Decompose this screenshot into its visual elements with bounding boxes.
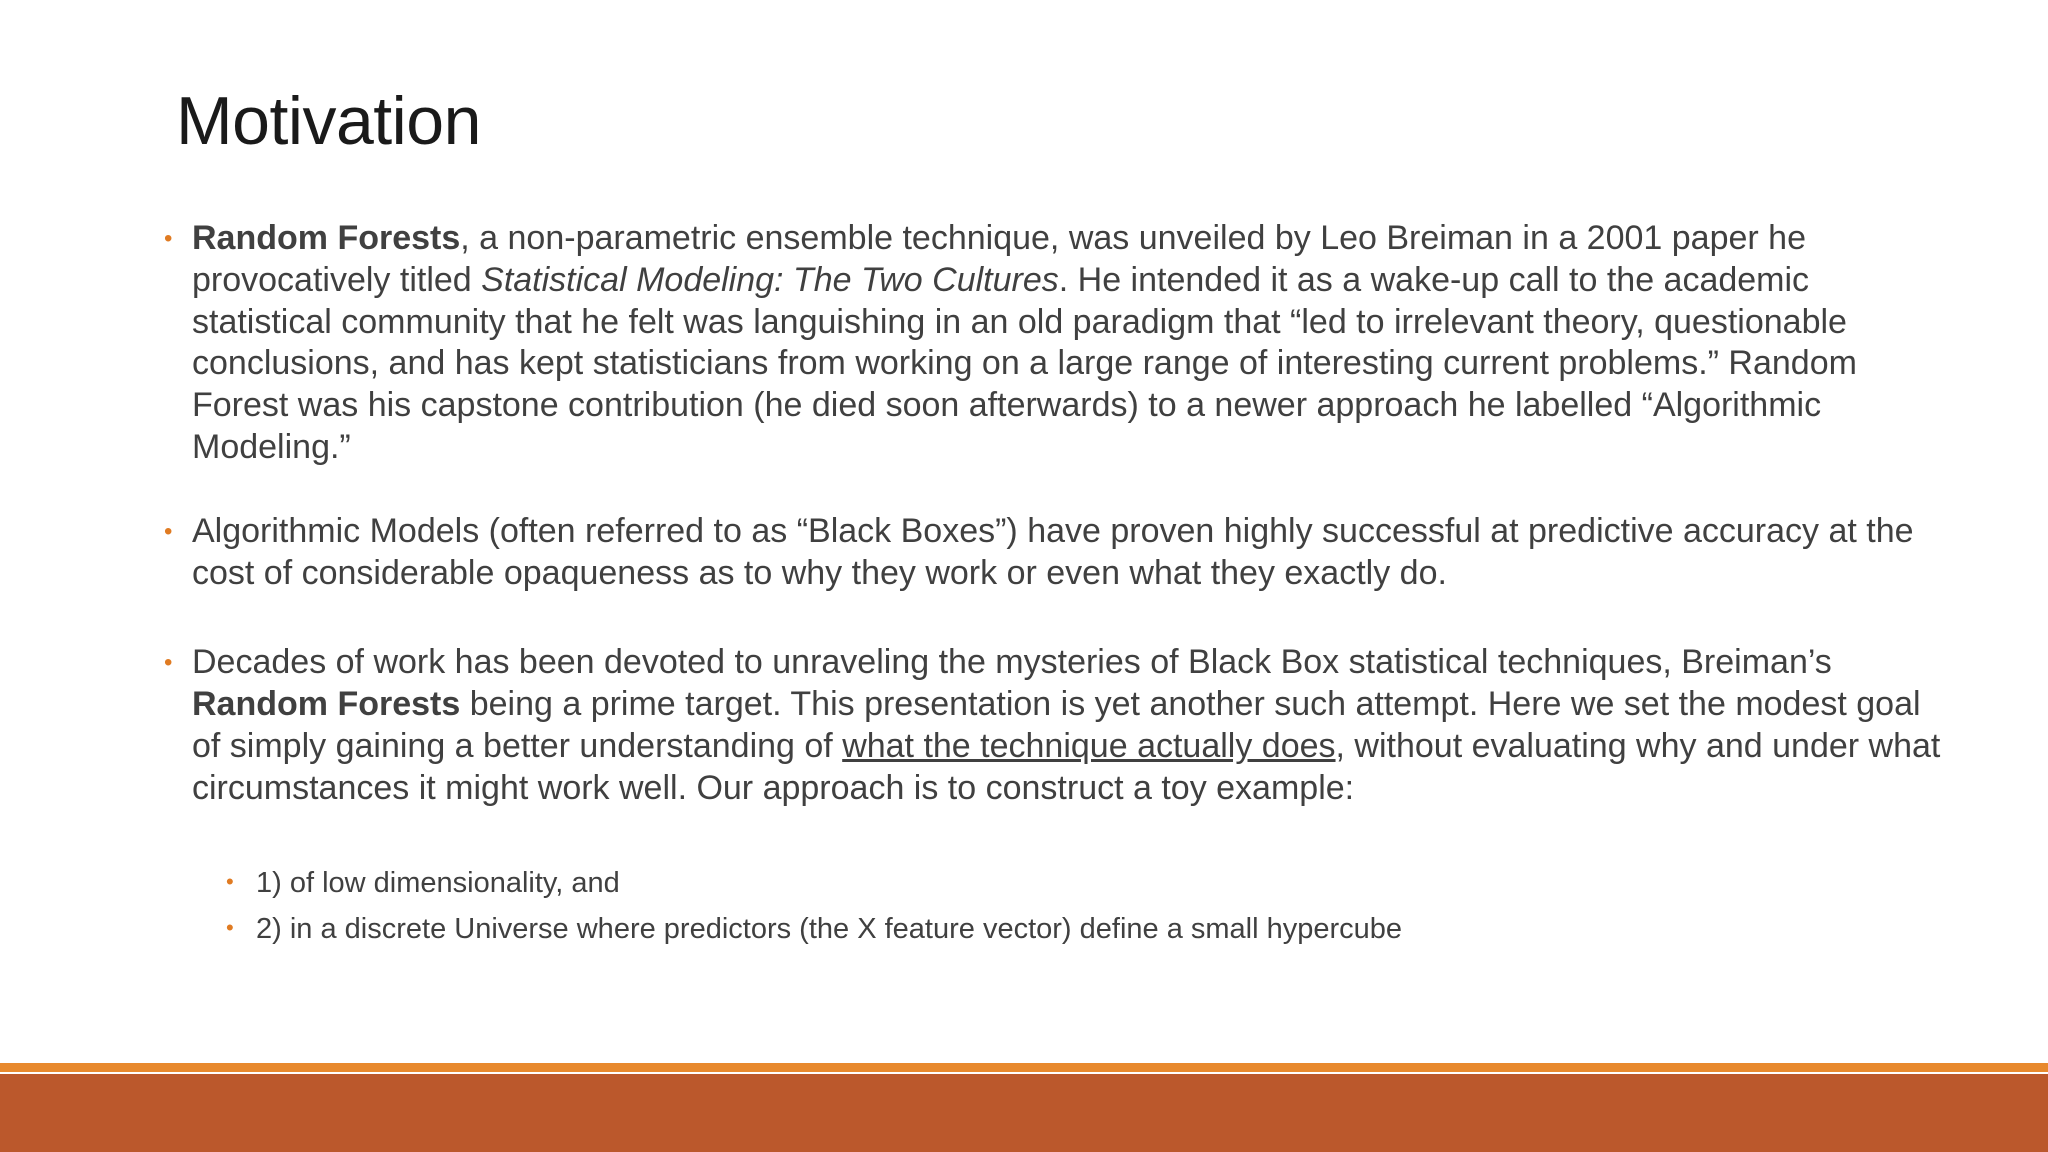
slide-body xyxy=(160,218,1950,952)
footer-bar xyxy=(0,1074,2048,1152)
sub-bullet-low-dimensionality xyxy=(220,860,1950,906)
sub-bullet-discrete-universe xyxy=(220,906,1950,952)
bullet-text: being a prime target. This presentation is yet another such attempt. Here we set the modest goal of simply gaining a better understanding of xyxy=(192,685,1921,765)
bullet-text: , a non-parametric ensemble technique, was unveiled by Leo Breiman in a 2001 paper he provocatively titled xyxy=(192,219,1806,299)
sub-bullet-text: 1) of low dimensionality, and xyxy=(256,866,620,899)
bullet-dot-icon: • xyxy=(226,914,234,940)
bullet-dot-icon: • xyxy=(164,649,173,677)
bullet-decades-of-work xyxy=(160,642,1950,809)
bullet-random-forests xyxy=(160,218,1950,469)
bullet-text: . He intended it as a wake-up call to the academic statistical community that he felt was languishing in an old paradigm that “led to irrelevant theory, questionable conclusions, and has kept statisticians from working on a large range of interesting current problems.” Random Forest was his capstone contribution (he died soon afterwards) to a newer approach he labelled “Algorithmic Modeling.” xyxy=(192,260,1857,466)
bold-text: Random Forests xyxy=(192,219,461,257)
bullet-algorithmic-models xyxy=(160,511,1950,595)
footer-accent-line xyxy=(0,1063,2048,1072)
italic-title: Statistical Modeling: The Two Cultures xyxy=(481,260,1059,299)
bullet-text: Decades of work has been devoted to unraveling the mysteries of Black Box statistical techniques, Breiman’s xyxy=(192,643,1832,682)
bullet-dot-icon: • xyxy=(226,868,234,894)
bullet-dot-icon: • xyxy=(164,517,173,545)
slide-title: Motivation xyxy=(176,83,481,159)
bullet-text: , without evaluating why and under what circumstances it might work well. Our approach is to construct a toy example: xyxy=(192,726,1941,807)
bold-text: Random Forests xyxy=(192,685,461,724)
sub-bullet-text: 2) in a discrete Universe where predictors (the X feature vector) define a small hypercube xyxy=(256,912,1403,945)
underlined-text: what the technique actually does xyxy=(842,726,1336,765)
bullet-dot-icon: • xyxy=(164,225,173,252)
bullet-text: Algorithmic Models (often referred to as “Black Boxes”) have proven highly successful at predictive accuracy at the cost of considerable opaqueness as to why they work or even what they exactly do. xyxy=(192,511,1914,592)
